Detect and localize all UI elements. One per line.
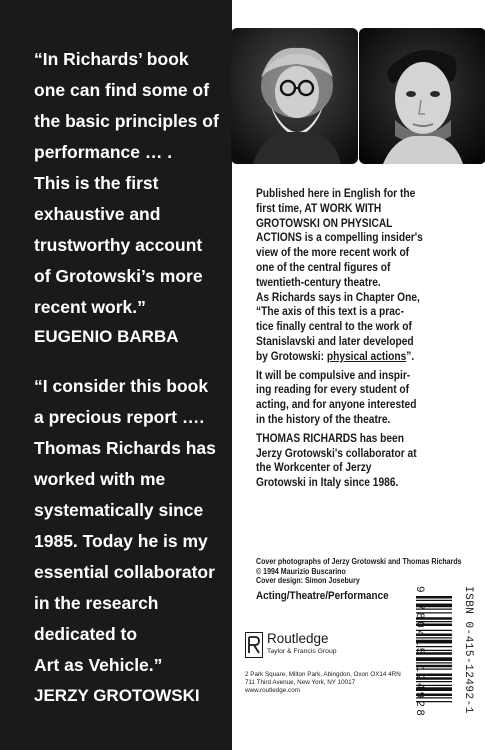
quotes-panel [0,0,232,750]
text-line: GROTOWSKI ON PHYSICAL [256,216,393,230]
quote-line: recent work.” [34,297,146,317]
text-line: one of the central figures of [256,260,391,274]
subject-category: Acting/Theatre/Performance [256,590,389,602]
photo-grotowski [231,28,358,164]
info-panel [232,0,485,750]
text-line: in the history of the theatre. [256,412,391,426]
credit-line: © 1994 Maurizio Buscarino [256,565,346,576]
text-line: Published here in English for the [256,187,416,200]
text-line: the Workcenter of Jerzy [256,461,372,475]
text-line: ACTIONS is a compelling insider's [256,231,423,245]
text-fragment: ”. [406,349,415,363]
isbn-number: ISBN 0-415-12492-1 [462,586,474,714]
publisher-group: Taylor & Francis Group [267,648,337,655]
quote-line: trustworthy account [34,235,203,255]
text-line: As Richards says in Chapter One, [256,290,420,304]
quote-line: essential collaborator [34,562,215,582]
quote-line: “I consider this book [34,376,209,396]
quote-line: systematically since [34,500,204,520]
text-fragment: by Grotowski: [256,349,327,363]
quote-line: exhaustive and [34,204,161,224]
cover-credits [256,556,462,586]
quote-line: one can find some of [34,80,210,100]
quote-line: the basic principles of [34,111,219,131]
quote-line: 1985. Today he is my [34,531,208,551]
ean-digits: 9 780415 124928 [413,586,425,719]
text-line: first time, AT WORK WITH [256,201,382,215]
quote-line: “In Richards’ book [34,49,189,69]
quote-line: worked with me [34,469,166,489]
quote-line: dedicated to [34,624,138,644]
quote-line: Thomas Richards has [34,438,216,458]
photo-richards [359,28,485,164]
quote-line: of Grotowski’s more [34,266,203,286]
text-line: view of the more recent work of [256,246,410,260]
quote-line: Art as Vehicle.” [34,655,163,675]
quote-line: in the research [34,593,159,613]
text-line: tice finally central to the work of [256,320,412,334]
text-line: Grotowski in Italy since 1986. [256,476,399,490]
text-line: “The axis of this text is a prac- [256,305,404,319]
text-line: THOMAS RICHARDS has been [256,431,404,445]
text-line: acting, and for anyone interested [256,398,417,412]
address-line: 711 Third Avenue, New York, NY 10017 [245,679,356,686]
text-line: ing reading for every student of [256,383,410,397]
barcode [402,584,480,744]
text-line: twentieth-century theatre. [256,275,381,289]
address-line: www.routledge.com [245,687,300,694]
quote-author: EUGENIO BARBA [34,327,179,346]
text-line: Jerzy Grotowski's collaborator at [256,446,417,460]
quote-line: a precious report …. [34,407,205,427]
text-line [256,350,454,365]
quote-line: performance … . [34,142,173,162]
text-line: Stanislavski and later developed [256,334,414,348]
routledge-logo-icon [245,632,263,658]
address-line: 2 Park Square, Milton Park, Abingdon, Oxon OX14 4RN [245,671,401,678]
credit-line: Cover photographs of Jerzy Grotowski and Thomas Richards [256,556,462,566]
quote-author: JERZY GROTOWSKI [34,686,200,705]
quote-line: This is the first [34,173,159,193]
description [256,187,454,491]
publisher-name: Routledge [267,631,329,646]
publisher-address [245,671,401,695]
underlined-phrase: physical actions [326,349,407,363]
credit-line: Cover design: Simon Josebury [256,575,360,585]
text-line: It will be compulsive and inspir- [256,368,411,382]
